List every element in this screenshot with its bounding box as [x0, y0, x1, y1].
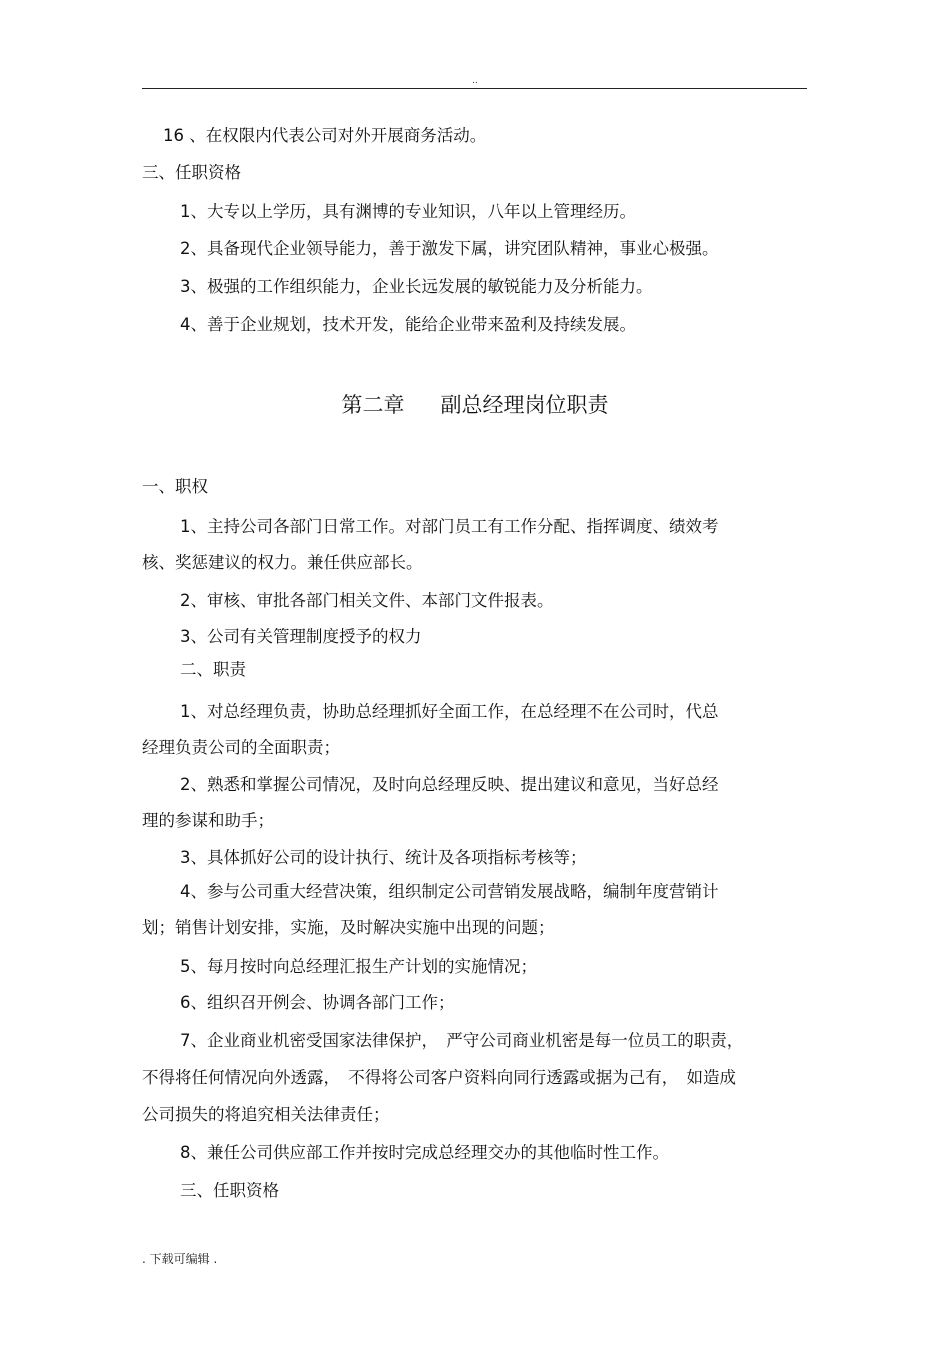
duty-16: 16 、在权限内代表公司对外开展商务活动。	[163, 126, 487, 145]
duty-7a: 7、企业商业机密受国家法律保护， 严守公司商业机密是每一位员工的职责，	[180, 1031, 744, 1050]
duty-3: 3、具体抓好公司的设计执行、统计及各项指标考核等；	[180, 848, 587, 867]
section-qualifications: 三、任职资格	[142, 163, 241, 182]
chapter-heading	[0, 390, 950, 420]
duty-1b: 经理负责公司的全面职责；	[142, 738, 340, 757]
duty-4b: 划；销售计划安排，实施，及时解决实施中出现的问题；	[142, 918, 555, 937]
duty-4a: 4、参与公司重大经营决策，组织制定公司营销发展战略，编制年度营销计	[180, 882, 719, 901]
section-duties: 二、职责	[180, 660, 246, 679]
qualification-3: 3、极强的工作组织能力，企业长远发展的敏锐能力及分析能力。	[180, 277, 653, 296]
qualification-1: 1、大专以上学历，具有渊博的专业知识，八年以上管理经历。	[180, 202, 636, 221]
duty-2b: 理的参谋和助手；	[142, 811, 274, 830]
footer-note: . 下载可编辑 .	[142, 1252, 218, 1266]
qualification-4: 4、善于企业规划，技术开发，能给企业带来盈利及持续发展。	[180, 315, 636, 334]
chapter-title: 副总经理岗位职责	[440, 393, 609, 417]
header-mark: ..	[472, 76, 478, 86]
duty-7c: 公司损失的将追究相关法律责任；	[142, 1105, 390, 1124]
chapter-number: 第二章	[341, 393, 405, 417]
duty-6: 6、组织召开例会、协调各部门工作；	[180, 993, 455, 1012]
duty-8: 8、兼任公司供应部工作并按时完成总经理交办的其他临时性工作。	[180, 1143, 669, 1162]
authority-1a: 1、主持公司各部门日常工作。对部门员工有工作分配、指挥调度、绩效考	[180, 517, 719, 536]
section-authority: 一、职权	[142, 477, 208, 496]
duty-5: 5、每月按时向总经理汇报生产计划的实施情况；	[180, 957, 537, 976]
qualification-2: 2、具备现代企业领导能力，善于激发下属，讲究团队精神，事业心极强。	[180, 239, 719, 258]
header-rule	[142, 88, 807, 89]
authority-3: 3、公司有关管理制度授予的权力	[180, 627, 422, 646]
authority-2: 2、审核、审批各部门相关文件、本部门文件报表。	[180, 591, 554, 610]
section-qualifications-2: 三、任职资格	[180, 1181, 279, 1200]
authority-1b: 核、奖惩建议的权力。兼任供应部长。	[142, 553, 423, 572]
duty-7b: 不得将任何情况向外透露， 不得将公司客户资料向同行透露或据为己有， 如造成	[142, 1068, 736, 1087]
duty-2a: 2、熟悉和掌握公司情况，及时向总经理反映、提出建议和意见，当好总经	[180, 775, 719, 794]
duty-1a: 1、对总经理负责，协助总经理抓好全面工作，在总经理不在公司时，代总	[180, 702, 719, 721]
